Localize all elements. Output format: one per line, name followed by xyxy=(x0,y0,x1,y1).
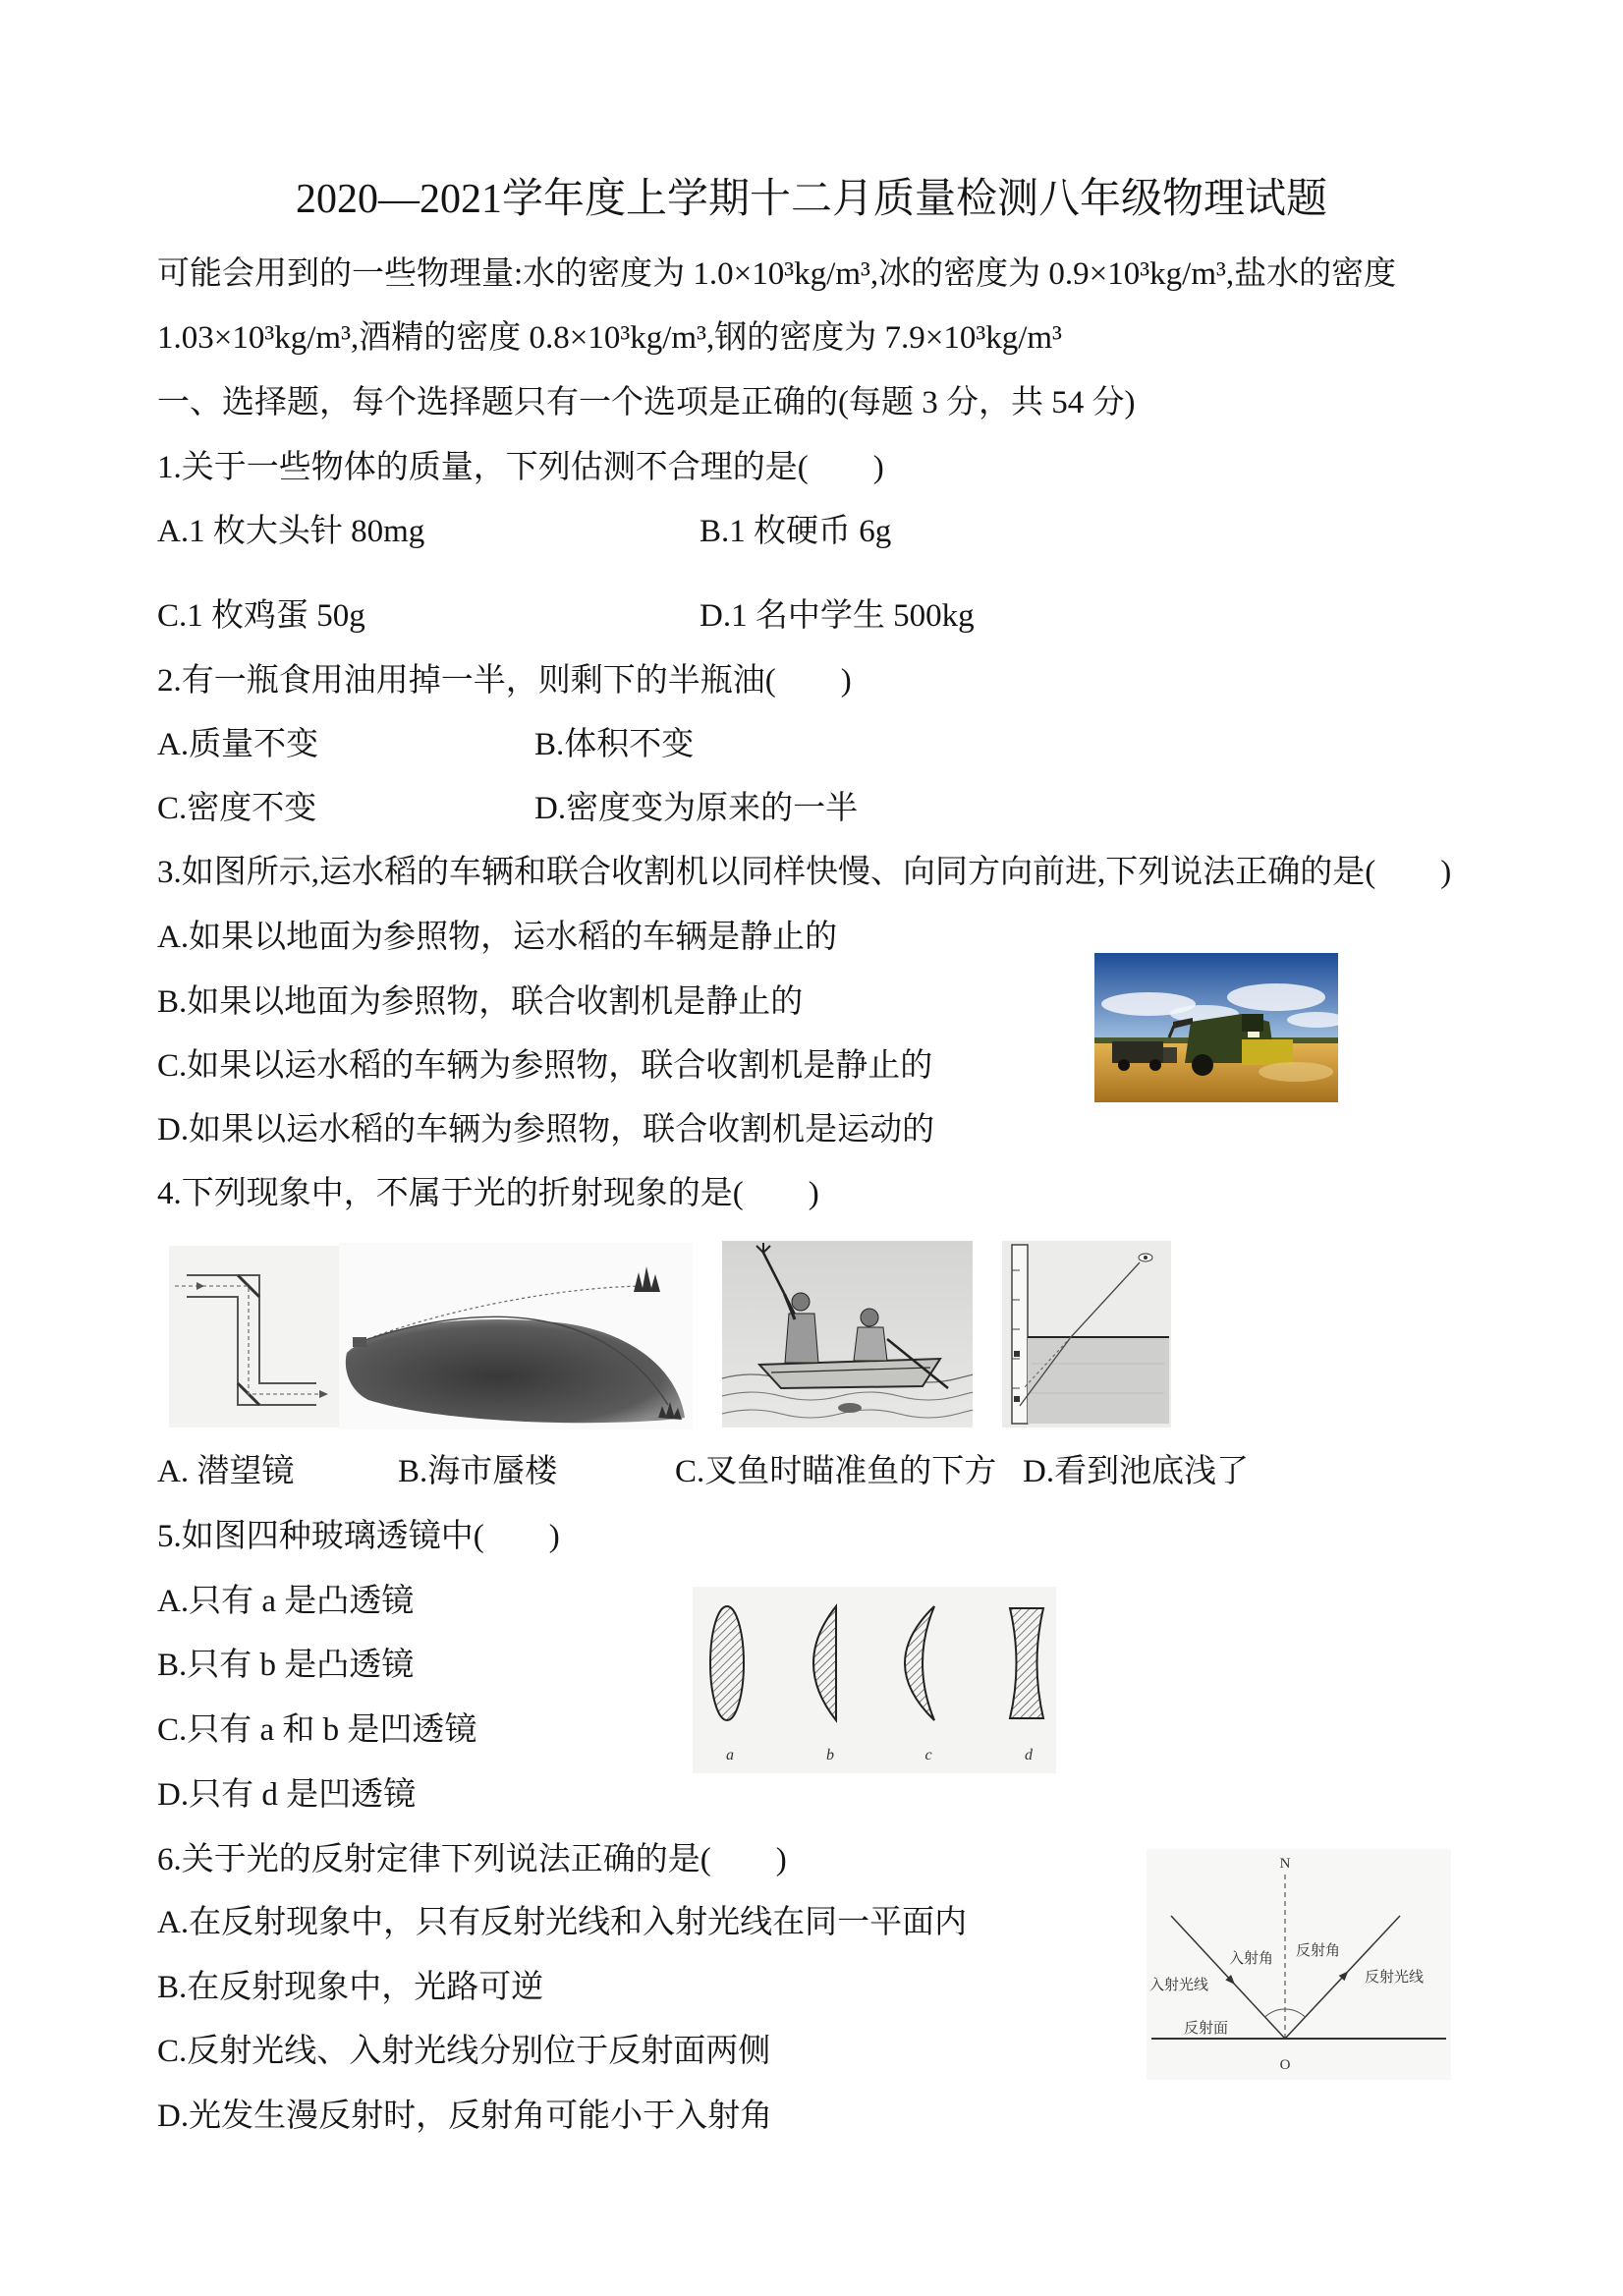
lenses-figure xyxy=(693,1587,1056,1773)
pool-depth-figure xyxy=(1002,1241,1171,1428)
section-heading: 一、选择题，每个选择题只有一个选项是正确的(每题 3 分，共 54 分) xyxy=(157,385,1136,420)
dust-cloud xyxy=(1259,1062,1333,1082)
constants-line-1: 可能会用到的一些物理量:水的密度为 1.0×10³kg/m³,冰的密度为 0.9×10³kg/m³,盐水的密度 xyxy=(157,256,1397,292)
periscope-figure xyxy=(169,1246,341,1428)
q6-option-a: A.在反射现象中，只有反射光线和入射光线在同一平面内 xyxy=(157,1905,968,1940)
q4-option-a: A. 潜望镜 xyxy=(157,1454,295,1489)
figure-background xyxy=(693,1587,1056,1773)
rower-body xyxy=(854,1327,887,1361)
q6-option-d: D.光发生漫反射时，反射角可能小于入射角 xyxy=(157,2099,773,2134)
q1-option-b: B.1 枚硬币 6g xyxy=(700,514,892,549)
q3-option-a: A.如果以地面为参照物，运水稻的车辆是静止的 xyxy=(157,920,838,955)
q1-option-d: D.1 名中学生 500kg xyxy=(700,598,975,634)
q6-option-c: C.反射光线、入射光线分别位于反射面两侧 xyxy=(157,2034,771,2069)
q3-option-d: D.如果以运水稻的车辆为参照物，联合收割机是运动的 xyxy=(157,1112,935,1148)
mirage-figure xyxy=(339,1243,693,1429)
constants-line-2: 1.03×10³kg/m³,酒精的密度 0.8×10³kg/m³,钢的密度为 7.9×10³kg/m³ xyxy=(157,320,1062,356)
incident-ray-label: 入射光线 xyxy=(1149,1978,1209,1993)
spear-fishing-figure xyxy=(722,1241,973,1428)
q6-stem: 6.关于光的反射定律下列说法正确的是( ) xyxy=(157,1842,787,1877)
rower-head xyxy=(861,1309,878,1326)
post-mark xyxy=(1014,1396,1020,1402)
figure-background xyxy=(1147,1849,1451,2080)
truck-wheel xyxy=(1118,1059,1130,1071)
q5-option-a: A.只有 a 是凸透镜 xyxy=(157,1584,415,1619)
reflecting-surface-label: 反射面 xyxy=(1184,2021,1229,2037)
combine-harvester-header xyxy=(1242,1039,1293,1065)
q2-option-a: A.质量不变 xyxy=(157,727,319,762)
eye-pupil xyxy=(1144,1256,1147,1260)
q3-stem: 3.如图所示,运水稻的车辆和联合收割机以同样快慢、向同方向前进,下列说法正确的是( ) xyxy=(157,855,1452,890)
combine-harvester-light xyxy=(1248,1032,1259,1037)
cloud xyxy=(1227,983,1325,1011)
q2-option-d: D.密度变为原来的一半 xyxy=(534,791,859,826)
q4-option-b: B.海市蜃楼 xyxy=(398,1454,558,1489)
grain-truck-cab xyxy=(1163,1047,1177,1063)
post-mark xyxy=(1014,1351,1020,1357)
q4-stem: 4.下列现象中，不属于光的折射现象的是( ) xyxy=(157,1176,819,1211)
exam-title: 2020—2021学年度上学期十二月质量检测八年级物理试题 xyxy=(295,177,1327,222)
fisherman-body xyxy=(785,1314,818,1363)
q4-option-d: D.看到池底浅了 xyxy=(1023,1454,1250,1489)
q2-option-b: B.体积不变 xyxy=(534,727,695,762)
q2-stem: 2.有一瓶食用油用掉一半，则剩下的半瓶油( ) xyxy=(157,663,852,699)
truck-wheel xyxy=(1149,1059,1161,1071)
lens-label-a: a xyxy=(726,1747,734,1764)
combine-harvester-cabin xyxy=(1242,1014,1263,1032)
incidence-point-label: O xyxy=(1279,2057,1291,2073)
q2-option-c: C.密度不变 xyxy=(157,791,317,826)
q5-stem: 5.如图四种玻璃透镜中( ) xyxy=(157,1519,560,1554)
combine-harvester-wheel xyxy=(1192,1054,1213,1076)
q4-option-c: C.叉鱼时瞄准鱼的下方 xyxy=(675,1454,997,1489)
fisherman-head xyxy=(792,1293,810,1311)
q1-option-a: A.1 枚大头针 80mg xyxy=(157,514,425,549)
q5-option-d: D.只有 d 是凹透镜 xyxy=(157,1777,417,1813)
q5-option-c: C.只有 a 和 b 是凹透镜 xyxy=(157,1712,477,1748)
harvester-photo xyxy=(1094,953,1338,1102)
q3-option-c: C.如果以运水稻的车辆为参照物，联合收割机是静止的 xyxy=(157,1048,933,1084)
reflection-angle-label: 反射角 xyxy=(1296,1943,1341,1959)
q6-option-b: B.在反射现象中，光路可逆 xyxy=(157,1970,544,2005)
q1-option-c: C.1 枚鸡蛋 50g xyxy=(157,598,365,634)
lens-a-biconvex xyxy=(710,1606,744,1720)
reflected-ray-label: 反射光线 xyxy=(1365,1970,1425,1986)
lens-label-c: c xyxy=(924,1747,932,1764)
q5-option-b: B.只有 b 是凸透镜 xyxy=(157,1648,415,1683)
incident-angle-label: 入射角 xyxy=(1229,1951,1274,1967)
lens-label-b: b xyxy=(826,1747,834,1764)
lens-label-d: d xyxy=(1025,1747,1033,1764)
reflection-law-figure xyxy=(1147,1849,1451,2080)
q1-stem: 1.关于一些物体的质量，下列估测不合理的是( ) xyxy=(157,450,884,485)
q3-option-b: B.如果以地面为参照物，联合收割机是静止的 xyxy=(157,984,804,1020)
pool-water xyxy=(1028,1337,1169,1424)
normal-label: N xyxy=(1279,1856,1291,1872)
fish xyxy=(838,1403,862,1413)
observer-ship xyxy=(353,1337,366,1347)
